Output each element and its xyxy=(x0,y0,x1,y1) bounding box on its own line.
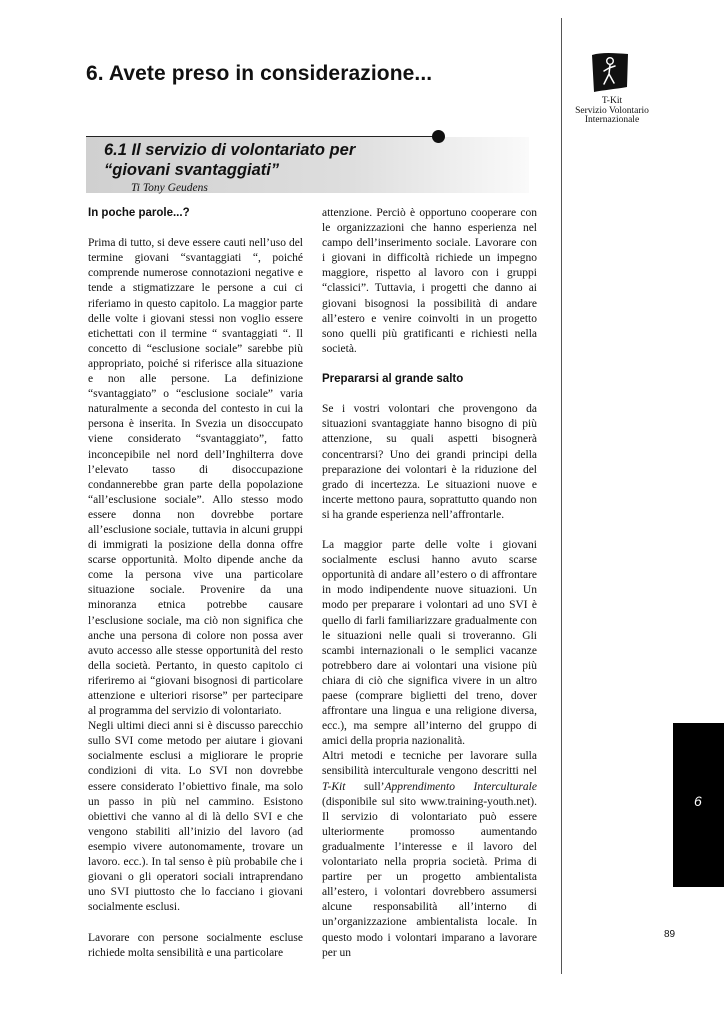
brand-line: Internazionale xyxy=(584,115,640,125)
chapter-title: 6. Avete preso in considerazione... xyxy=(86,62,433,85)
section-rule xyxy=(86,136,438,137)
text-run: (disponibile sul sito www.training-youth.net). Il servizio di volontariato può essere ulteriormente promosso aumentando gradualmente l’interesse e il lavoro del volontariato nella propria società. Prima di partire per un progetto ambientalista all’estero, i volontari dovrebbero assumersi alcune responsabilità all’interno di un’organizzazione ambientalista locale. In questo modo i volontari imparano a lavorare per un xyxy=(322,795,537,959)
left-column xyxy=(88,206,303,976)
paragraph: Prima di tutto, si deve essere cauti nell’uso del termine giovani “svantaggiati “, poiché comprende numerose connotazioni negative e tende a stigmatizzare le persone a cui ci riferiamo in questo capitolo. La maggior parte delle volte i giovani stessi non voglio essere etichettati con il termine “ svantaggiati “. Il concetto di “esclusione sociale” sarebbe più appropriato, poiché si riferisce alla situazione e non alle persone. La definizione “svantaggiato” o “esclusione sociale” varia naturalmente a seconda del contesto in cui la persona è inserita. In Svezia un disoccupato viene considerato “svantaggiato”, fatto inconcepibile nel nord dell’Inghilterra dove l’elevato tasso di disoccupazione condannerebbe gran parte della popolazione “all’esclusione sociale”. Allo stesso modo essere donna non dovrebbe portare all’esclusione sociale, tuttavia in alcuni gruppi di immigrati la posizione della donna offre scarse opportunità. Molto dipende anche da come la persona vive una particolare situazione sociale. Provenire da una minoranza etnica potrebbe causare l’esclusione sociale, ma ciò non significa che anche una persona di colore non possa aver avuto accesso alle stesse opportunità del resto della società. Pertanto, in questo capitolo ci riferiremo ai “giovani bisognosi di particolare attenzione e ulteriori risorse” per partecipare al programma del servizio di volontariato. xyxy=(88,237,303,718)
brand-line: T-Kit xyxy=(601,96,623,106)
paragraph: Lavorare con persone socialmente escluse richiede molta sensibilità e una particolare xyxy=(88,931,303,959)
paragraph: Se i vostri volontari che provengono da situazioni svantaggiate hanno bisogno di più attenzione, su quali aspetti bisognerà concentrarsi? Uno dei grandi principi della preparazione dei volontari è la riduzione del grado di incertezza. Le situazioni nuove e incerte mettono paura, soprattutto quando non si ha grande esperienza nell’affrontarle. xyxy=(322,403,537,521)
margin-rule xyxy=(561,18,562,974)
text-run-italic: Apprendimento Interculturale xyxy=(384,780,537,793)
text-run-italic: T-Kit xyxy=(322,780,346,793)
subheading: In poche parole...? xyxy=(88,207,190,219)
t-kit-logo xyxy=(592,52,628,92)
page-number: 89 xyxy=(664,929,676,940)
section-title-line: 6.1 Il servizio di volontariato per xyxy=(104,141,356,159)
section-title-line: “giovani svantaggiati” xyxy=(104,161,280,179)
right-column xyxy=(322,206,537,976)
t-kit-logo-icon xyxy=(592,52,628,92)
chapter-tab-number: 6 xyxy=(694,793,702,809)
paragraph: Negli ultimi dieci anni si è discusso parecchio sullo SVI come metodo per aiutare i giovani socialmente esclusi a migliorare le proprie condizioni di vita. Lo SVI non dovrebbe essere considerato l’obiettivo finale, ma solo un passo in più nel cammino. Esistono obiettivi che vanno al di là dello SVI e che vengono stabiliti all’inizio del lavoro (ad esempio vivere autonomamente, trovare un lavoro. ecc.). In tal senso è più probabile che i giovani o gli operatori sociali intraprendano uno SVI piuttosto che lo facciano i giovani socialmente esclusi. xyxy=(88,720,303,914)
text-run: sull’ xyxy=(345,780,385,793)
t-kit-brand xyxy=(568,97,656,126)
subheading: Prepararsi al grande salto xyxy=(322,373,464,386)
brand-line: Servizio Volontario xyxy=(575,105,649,116)
section-bullet-icon xyxy=(432,130,445,143)
paragraph xyxy=(322,749,537,960)
section-author: Ti Tony Geudens xyxy=(131,182,208,194)
text-run: Altri metodi e tecniche per lavorare sulla sensibilità interculturale vengono descritti nel xyxy=(322,750,537,778)
paragraph: La maggior parte delle volte i giovani socialmente esclusi hanno avuto scarse opportunità di andare all’estero o di affrontare in modo indipendente nuove situazioni. Un modo per preparare i volontari ad uno SVI è quello di farli familiarizzare gradualmente con le situazioni nelle quali si troveranno. Gli scambi internazionali o le semplici vacanze potrebbero dare ai volontari una visione più chiara di ciò che significa vivere in un altro paese (comprare biglietti del treno, dover affrontare una lingua e una religione diversa, ecc.), ma sempre all’interno del gruppo di amici della propria nazionalità. xyxy=(322,539,537,748)
section-title xyxy=(104,140,424,180)
paragraph: attenzione. Perciò è opportuno cooperare con le organizzazioni che hanno esperienza nel campo dell’inserimento sociale. Lavorare con i giovani in difficoltà richiede un impegno maggiore, rispetto al lavoro con i gruppi “classici”. Tuttavia, i progetti che danno ai giovani bisognosi la possibilità di andare all’estero e venire coinvolti in un progetto sono quelli più gratificanti e richiesti nella società. xyxy=(322,207,537,355)
